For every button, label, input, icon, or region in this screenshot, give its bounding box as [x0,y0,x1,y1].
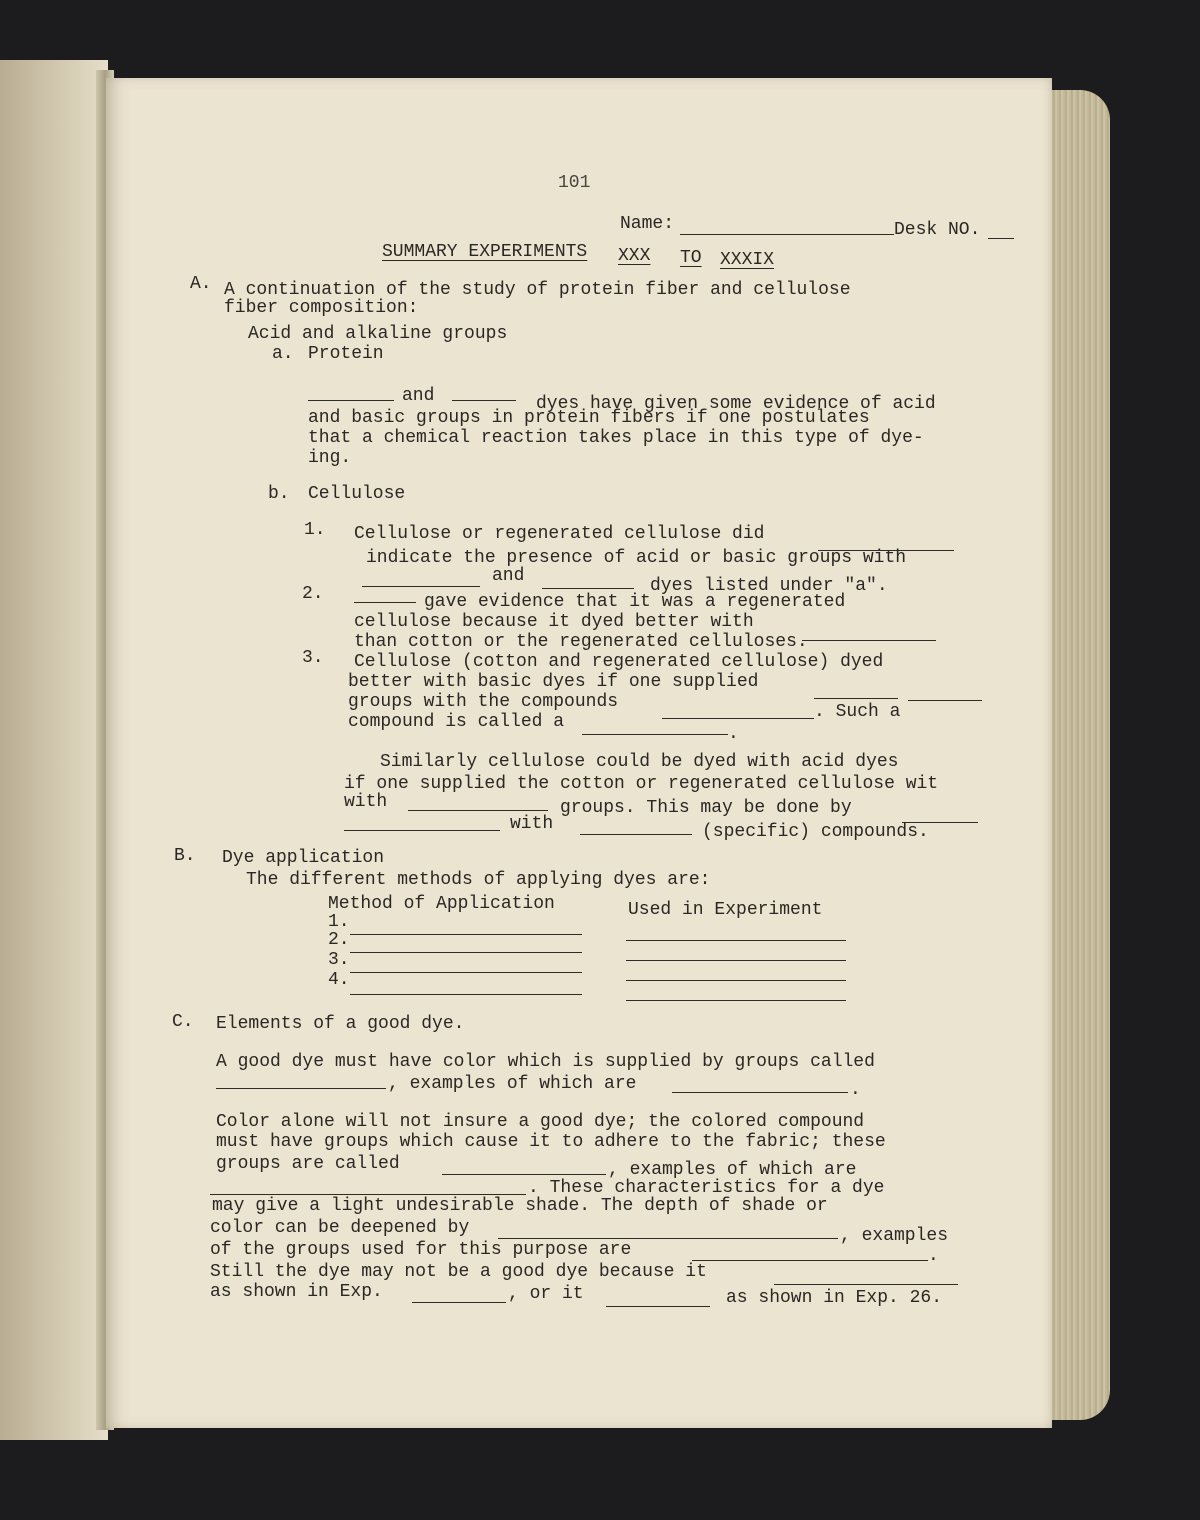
c-blank-auxochrome[interactable] [442,1174,606,1175]
method-row-3-num: 3. [328,950,350,970]
similarly-blank-specific[interactable] [580,834,692,835]
protein-line3: that a chemical reaction takes place in this type of dye- [308,428,924,448]
item2-line1: gave evidence that it was a regenerated [424,592,846,612]
left-page [0,60,108,1440]
c-p2-line9c: as shown in Exp. 26. [726,1288,943,1308]
c-p2-line9: as shown in Exp. [210,1282,383,1302]
title-to: TO [680,248,702,268]
similarly-line4: with [510,814,554,834]
protein-line1-rest: dyes have given some evidence of acid [536,394,936,414]
similarly-blank-with[interactable] [408,810,548,811]
section-a-line2: fiber composition: [224,298,419,318]
experiment-row-2-blank[interactable] [626,960,846,961]
experiment-row-4-blank[interactable] [626,1000,846,1001]
c-p2-line6: color can be deepened by [210,1218,470,1238]
item1-blank-a[interactable] [362,586,480,587]
c-blank-because[interactable] [774,1284,958,1285]
item1-line2: indicate the presence of acid or basic groups with [366,548,907,568]
section-a-line3: Acid and alkaline groups [248,324,508,344]
col-method-header: Method of Application [328,894,555,914]
c-blank-or-it[interactable] [606,1306,710,1307]
sub-b-marker: b. [268,484,290,504]
item3-line2: better with basic dyes if one supplied [348,672,759,692]
method-row-4-blank[interactable] [350,994,582,995]
experiment-row-3-blank[interactable] [626,980,846,981]
method-row-3-blank[interactable] [350,972,582,973]
method-row-1-blank[interactable] [350,934,582,935]
item3-blank-compounds[interactable] [662,718,814,719]
section-b-title: Dye application [222,848,385,868]
method-row-1-num: 1. [328,912,350,932]
c-p2-line2: must have groups which cause it to adhere to the fabric; these [216,1132,886,1152]
c-p1-line2b: . [850,1080,861,1100]
title-summary: SUMMARY EXPERIMENTS [382,242,588,262]
c-blank-auxochrome-examples[interactable] [210,1194,526,1195]
item3-blank-supplied-1[interactable] [814,698,898,699]
c-blank-exp[interactable] [412,1302,506,1303]
c-blank-groups-examples[interactable] [692,1260,928,1261]
item2-line3: than cotton or the regenerated celluloses. [354,632,808,652]
similarly-line4b: (specific) compounds. [702,822,929,842]
c-p1-line2: , examples of which are [388,1074,637,1094]
item3-line3: groups with the compounds [348,692,619,712]
method-row-4-num: 4. [328,970,350,990]
item1-line1: Cellulose or regenerated cellulose did [354,524,765,544]
c-p2-line9b: , or it [508,1284,584,1304]
c-p2-line1: Color alone will not insure a good dye; the colored compound [216,1112,865,1132]
sub-b-label: Cellulose [308,484,406,504]
similarly-blank-react[interactable] [344,830,500,831]
item3-line4: compound is called a [348,712,565,732]
protein-line2: and basic groups in protein fibers if one postulates [308,408,870,428]
item1-num: 1. [304,520,326,540]
item2-blank-with[interactable] [802,640,936,641]
item3-blank-supplied-2[interactable] [908,700,982,701]
c-p2-line8: Still the dye may not be a good dye because it [210,1262,707,1282]
item3-line1: Cellulose (cotton and regenerated cellulose) dyed [354,652,884,672]
protein-and: and [402,386,435,406]
c-blank-deepened[interactable] [498,1238,838,1239]
name-label: Name: [620,214,675,234]
c-p2-line3b: , examples of which are [608,1160,857,1180]
title-until: XXXIX [720,250,775,270]
sub-a-marker: a. [272,344,294,364]
method-row-2-num: 2. [328,930,350,950]
worksheet-page [106,78,1052,1428]
desk-label: Desk NO. [894,220,981,240]
c-p2-line6b: , examples [840,1226,949,1246]
c-p2-line3: groups are called [216,1154,400,1174]
item3-blank-called[interactable] [582,734,728,735]
similarly-line1: Similarly cellulose could be dyed with acid dyes [380,752,899,772]
title-from: XXX [618,246,651,266]
c-p2-line7b: . [928,1246,939,1266]
sub-a-label: Protein [308,344,384,364]
experiment-row-1-blank[interactable] [626,940,846,941]
protein-blank-2[interactable] [452,400,516,401]
item2-blank-fiber[interactable] [354,602,416,603]
section-c-title: Elements of a good dye. [216,1014,465,1034]
item1-line3b: dyes listed under "a". [650,576,888,596]
protein-line4: ing. [308,448,352,468]
protein-blank-1[interactable] [308,400,394,401]
section-a-line1: A continuation of the study of protein fiber and cellulose [224,280,851,300]
section-b-marker: B. [174,846,196,866]
c-blank-chromophore-examples[interactable] [672,1092,848,1093]
similarly-line2: if one supplied the cotton or regenerated cellulose wit [344,774,939,794]
method-row-2-blank[interactable] [350,952,582,953]
name-blank[interactable] [680,234,894,235]
section-c-marker: C. [172,1012,194,1032]
section-b-intro: The different methods of applying dyes are: [246,870,711,890]
c-p1-line1: A good dye must have color which is supplied by groups called [216,1052,875,1072]
item1-blank-b[interactable] [542,588,634,589]
c-p2-line7: of the groups used for this purpose are [210,1240,632,1260]
page-number: 101 [558,173,591,193]
c-p2-line5: may give a light undesirable shade. The depth of shade or [212,1196,828,1216]
section-a-marker: A. [190,274,212,294]
similarly-line3b: groups. This may be done by [560,798,852,818]
item2-line2: cellulose because it dyed better with [354,612,754,632]
col-experiment-header: Used in Experiment [628,900,823,920]
item3-line4b: . [728,724,739,744]
similarly-line3: with [344,792,388,812]
c-p2-line4: . These characteristics for a dye [528,1178,885,1198]
item2-num: 2. [302,584,324,604]
desk-blank[interactable] [988,238,1014,239]
c-blank-chromophore[interactable] [216,1088,386,1089]
item3-num: 3. [302,648,324,668]
item1-and: and [492,566,525,586]
item3-line3b: . Such a [814,702,901,722]
